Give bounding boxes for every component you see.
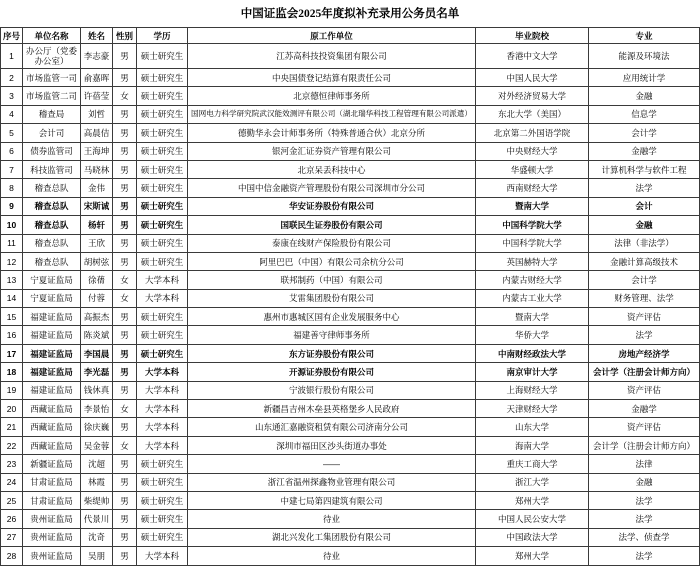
cell-unit-name: 新疆证监局 xyxy=(23,455,81,473)
cell-graduate-school: 中国科学院大学 xyxy=(476,216,589,234)
table-row xyxy=(1,308,700,326)
cell-graduate-school: 中南财经政法大学 xyxy=(476,344,589,362)
table-row xyxy=(1,510,700,528)
cell-person-name: 胡树弦 xyxy=(81,252,113,270)
cell-former-employer: 北京德恒律师事务所 xyxy=(188,87,476,105)
cell-education: 硕士研究生 xyxy=(137,234,188,252)
cell-former-employer: 宁波银行股份有限公司 xyxy=(188,381,476,399)
cell-major: 法律 xyxy=(589,455,700,473)
cell-gender: 男 xyxy=(113,160,137,178)
cell-person-name: 吴金蓉 xyxy=(81,436,113,454)
table-row xyxy=(1,363,700,381)
cell-graduate-school: 山东大学 xyxy=(476,418,589,436)
cell-major: 会计学（注册会计师方向） xyxy=(589,436,700,454)
cell-major: 金融 xyxy=(589,473,700,491)
cell-graduate-school: 北京第二外国语学院 xyxy=(476,124,589,142)
cell-row-number: 18 xyxy=(1,363,23,381)
cell-person-name: 陈炎斌 xyxy=(81,326,113,344)
cell-former-employer: 浙江省温州探鑫物业管理有限公司 xyxy=(188,473,476,491)
header-row xyxy=(1,28,700,44)
cell-major: 资产评估 xyxy=(589,381,700,399)
cell-major: 金融计算高级技术 xyxy=(589,252,700,270)
cell-major: 信息学 xyxy=(589,105,700,123)
cell-gender: 男 xyxy=(113,44,137,69)
cell-person-name: 杨轩 xyxy=(81,216,113,234)
cell-major: 法学 xyxy=(589,326,700,344)
cell-education: 硕士研究生 xyxy=(137,87,188,105)
table-row xyxy=(1,455,700,473)
cell-major: 计算机科学与软件工程 xyxy=(589,160,700,178)
cell-major: 会计学 xyxy=(589,124,700,142)
cell-former-employer: 东方证券股份有限公司 xyxy=(188,344,476,362)
cell-unit-name: 宁夏证监局 xyxy=(23,271,81,289)
cell-unit-name: 稽查总队 xyxy=(23,216,81,234)
cell-major: 财务管理、法学 xyxy=(589,289,700,307)
cell-graduate-school: 内蒙古财经大学 xyxy=(476,271,589,289)
cell-row-number: 23 xyxy=(1,455,23,473)
header-major: 专业 xyxy=(589,28,700,44)
table-body xyxy=(1,44,700,566)
header-person-name: 姓名 xyxy=(81,28,113,44)
cell-major: 房地产经济学 xyxy=(589,344,700,362)
cell-row-number: 21 xyxy=(1,418,23,436)
cell-unit-name: 福建证监局 xyxy=(23,308,81,326)
table-row xyxy=(1,216,700,234)
cell-unit-name: 宁夏证监局 xyxy=(23,289,81,307)
cell-education: 硕士研究生 xyxy=(137,344,188,362)
table-row xyxy=(1,528,700,546)
cell-row-number: 4 xyxy=(1,105,23,123)
cell-gender: 男 xyxy=(113,252,137,270)
cell-unit-name: 办公厅（党委办公室） xyxy=(23,44,81,69)
cell-person-name: 柴缇帅 xyxy=(81,491,113,509)
cell-graduate-school: 对外经济贸易大学 xyxy=(476,87,589,105)
cell-graduate-school: 海南大学 xyxy=(476,436,589,454)
cell-major: 金融 xyxy=(589,87,700,105)
cell-graduate-school: 郑州大学 xyxy=(476,547,589,565)
cell-row-number: 8 xyxy=(1,179,23,197)
cell-row-number: 27 xyxy=(1,528,23,546)
cell-graduate-school: 郑州大学 xyxy=(476,491,589,509)
cell-major: 金融学 xyxy=(589,142,700,160)
cell-gender: 男 xyxy=(113,216,137,234)
cell-former-employer: 湖北兴发化工集团股份有限公司 xyxy=(188,528,476,546)
cell-unit-name: 稽查总队 xyxy=(23,179,81,197)
cell-major: 法学、侦查学 xyxy=(589,528,700,546)
cell-unit-name: 稽查总队 xyxy=(23,197,81,215)
cell-graduate-school: 中国人民公安大学 xyxy=(476,510,589,528)
cell-gender: 男 xyxy=(113,124,137,142)
cell-education: 硕士研究生 xyxy=(137,142,188,160)
cell-former-employer: 德勤华永会计师事务所（特殊普通合伙）北京分所 xyxy=(188,124,476,142)
table-row xyxy=(1,234,700,252)
table-row xyxy=(1,87,700,105)
cell-education: 硕士研究生 xyxy=(137,252,188,270)
cell-gender: 男 xyxy=(113,326,137,344)
cell-education: 大学本科 xyxy=(137,400,188,418)
cell-gender: 男 xyxy=(113,197,137,215)
cell-former-employer: 新疆昌吉州木垒县英格堡乡人民政府 xyxy=(188,400,476,418)
cell-row-number: 19 xyxy=(1,381,23,399)
table-row xyxy=(1,547,700,565)
cell-gender: 男 xyxy=(113,547,137,565)
cell-graduate-school: 华盛顿大学 xyxy=(476,160,589,178)
cell-former-employer: 惠州市惠城区国有企业发展服务中心 xyxy=(188,308,476,326)
cell-person-name: 吴朋 xyxy=(81,547,113,565)
cell-person-name: 代景川 xyxy=(81,510,113,528)
cell-unit-name: 市场监管一司 xyxy=(23,69,81,87)
cell-gender: 女 xyxy=(113,436,137,454)
cell-unit-name: 稽查总队 xyxy=(23,234,81,252)
cell-education: 大学本科 xyxy=(137,289,188,307)
cell-row-number: 25 xyxy=(1,491,23,509)
cell-unit-name: 西藏证监局 xyxy=(23,418,81,436)
header-row-number: 序号 xyxy=(1,28,23,44)
cell-unit-name: 稽查局 xyxy=(23,105,81,123)
cell-row-number: 13 xyxy=(1,271,23,289)
cell-major: 法学 xyxy=(589,179,700,197)
cell-education: 大学本科 xyxy=(137,436,188,454)
cell-unit-name: 西藏证监局 xyxy=(23,436,81,454)
table-row xyxy=(1,142,700,160)
cell-gender: 男 xyxy=(113,179,137,197)
table-row xyxy=(1,400,700,418)
candidate-list-table xyxy=(0,27,700,566)
cell-major: 会计 xyxy=(589,197,700,215)
cell-gender: 女 xyxy=(113,271,137,289)
cell-graduate-school: 上海财经大学 xyxy=(476,381,589,399)
cell-former-employer: 中国中信金融资产管理股份有限公司深圳市分公司 xyxy=(188,179,476,197)
cell-graduate-school: 中央财经大学 xyxy=(476,142,589,160)
cell-education: 大学本科 xyxy=(137,271,188,289)
cell-row-number: 5 xyxy=(1,124,23,142)
table-row xyxy=(1,69,700,87)
cell-unit-name: 贵州证监局 xyxy=(23,528,81,546)
table-row xyxy=(1,160,700,178)
cell-education: 硕士研究生 xyxy=(137,179,188,197)
cell-gender: 女 xyxy=(113,400,137,418)
cell-unit-name: 西藏证监局 xyxy=(23,400,81,418)
cell-former-employer: 银河金汇证券资产管理有限公司 xyxy=(188,142,476,160)
cell-graduate-school: 内蒙古工业大学 xyxy=(476,289,589,307)
cell-graduate-school: 英国赫特大学 xyxy=(476,252,589,270)
cell-former-employer: 福建善守律师事务所 xyxy=(188,326,476,344)
cell-row-number: 24 xyxy=(1,473,23,491)
table-row xyxy=(1,436,700,454)
cell-row-number: 3 xyxy=(1,87,23,105)
cell-education: 硕士研究生 xyxy=(137,69,188,87)
cell-graduate-school: 中国人民大学 xyxy=(476,69,589,87)
table-row xyxy=(1,271,700,289)
cell-row-number: 11 xyxy=(1,234,23,252)
cell-graduate-school: 重庆工商大学 xyxy=(476,455,589,473)
cell-former-employer: 国联民生证券股份有限公司 xyxy=(188,216,476,234)
cell-unit-name: 福建证监局 xyxy=(23,363,81,381)
cell-unit-name: 稽查总队 xyxy=(23,252,81,270)
cell-person-name: 金伟 xyxy=(81,179,113,197)
cell-gender: 男 xyxy=(113,455,137,473)
table-row xyxy=(1,418,700,436)
table-row xyxy=(1,326,700,344)
table-row xyxy=(1,473,700,491)
cell-former-employer: 中央国债登记结算有限责任公司 xyxy=(188,69,476,87)
cell-former-employer: —— xyxy=(188,455,476,473)
cell-gender: 男 xyxy=(113,528,137,546)
table-row xyxy=(1,344,700,362)
cell-education: 大学本科 xyxy=(137,547,188,565)
cell-education: 硕士研究生 xyxy=(137,197,188,215)
cell-education: 硕士研究生 xyxy=(137,473,188,491)
cell-former-employer: 待业 xyxy=(188,547,476,565)
cell-row-number: 26 xyxy=(1,510,23,528)
cell-major: 金融 xyxy=(589,216,700,234)
cell-graduate-school: 香港中文大学 xyxy=(476,44,589,69)
cell-unit-name: 科技监管司 xyxy=(23,160,81,178)
cell-education: 大学本科 xyxy=(137,363,188,381)
cell-education: 硕士研究生 xyxy=(137,160,188,178)
cell-row-number: 14 xyxy=(1,289,23,307)
table-row xyxy=(1,491,700,509)
cell-graduate-school: 中国政法大学 xyxy=(476,528,589,546)
cell-unit-name: 福建证监局 xyxy=(23,326,81,344)
cell-graduate-school: 浙江大学 xyxy=(476,473,589,491)
cell-education: 硕士研究生 xyxy=(137,455,188,473)
cell-major: 法学 xyxy=(589,491,700,509)
header-gender: 性别 xyxy=(113,28,137,44)
cell-person-name: 徐庆巍 xyxy=(81,418,113,436)
table-row xyxy=(1,252,700,270)
cell-gender: 男 xyxy=(113,344,137,362)
cell-education: 硕士研究生 xyxy=(137,491,188,509)
cell-person-name: 王欣 xyxy=(81,234,113,252)
cell-row-number: 17 xyxy=(1,344,23,362)
cell-major: 金融学 xyxy=(589,400,700,418)
cell-graduate-school: 西南财经大学 xyxy=(476,179,589,197)
cell-graduate-school: 暨南大学 xyxy=(476,197,589,215)
table-row xyxy=(1,179,700,197)
cell-row-number: 1 xyxy=(1,44,23,69)
cell-unit-name: 会计司 xyxy=(23,124,81,142)
document-title: 中国证监会2025年度拟补充录用公务员名单 xyxy=(240,8,460,20)
cell-graduate-school: 暨南大学 xyxy=(476,308,589,326)
cell-former-employer: 国网电力科学研究院武汉能效测评有限公司（湖北瑞华科技工程管理有限公司派遣） xyxy=(188,105,476,123)
header-education: 学历 xyxy=(137,28,188,44)
cell-row-number: 16 xyxy=(1,326,23,344)
cell-person-name: 王海坤 xyxy=(81,142,113,160)
cell-former-employer: 山东通汇嘉融资租赁有限公司济南分公司 xyxy=(188,418,476,436)
table-row xyxy=(1,44,700,69)
cell-person-name: 林霞 xyxy=(81,473,113,491)
cell-major: 能源及环境法 xyxy=(589,44,700,69)
cell-person-name: 高振杰 xyxy=(81,308,113,326)
header-graduate-school: 毕业院校 xyxy=(476,28,589,44)
cell-former-employer: 深圳市福田区沙头街道办事处 xyxy=(188,436,476,454)
cell-major: 资产评估 xyxy=(589,308,700,326)
cell-gender: 女 xyxy=(113,87,137,105)
cell-major: 应用统计学 xyxy=(589,69,700,87)
cell-person-name: 李景怡 xyxy=(81,400,113,418)
cell-row-number: 7 xyxy=(1,160,23,178)
cell-person-name: 高晨佶 xyxy=(81,124,113,142)
cell-row-number: 6 xyxy=(1,142,23,160)
cell-major: 资产评估 xyxy=(589,418,700,436)
cell-person-name: 钱休真 xyxy=(81,381,113,399)
cell-gender: 男 xyxy=(113,234,137,252)
cell-person-name: 沈超 xyxy=(81,455,113,473)
cell-gender: 男 xyxy=(113,308,137,326)
cell-gender: 男 xyxy=(113,105,137,123)
cell-education: 硕士研究生 xyxy=(137,326,188,344)
cell-former-employer: 阿里巴巴（中国）有限公司余杭分公司 xyxy=(188,252,476,270)
header-unit-name: 单位名称 xyxy=(23,28,81,44)
cell-unit-name: 贵州证监局 xyxy=(23,547,81,565)
cell-former-employer: 联邦制药（中国）有限公司 xyxy=(188,271,476,289)
cell-person-name: 沈奇 xyxy=(81,528,113,546)
cell-education: 硕士研究生 xyxy=(137,124,188,142)
cell-person-name: 俞嘉晖 xyxy=(81,69,113,87)
cell-major: 法学 xyxy=(589,547,700,565)
cell-major: 会计学（注册会计师方向） xyxy=(589,363,700,381)
cell-row-number: 15 xyxy=(1,308,23,326)
cell-gender: 男 xyxy=(113,491,137,509)
cell-education: 硕士研究生 xyxy=(137,510,188,528)
table-row xyxy=(1,381,700,399)
cell-gender: 男 xyxy=(113,363,137,381)
cell-row-number: 20 xyxy=(1,400,23,418)
cell-person-name: 徐蒨 xyxy=(81,271,113,289)
cell-row-number: 12 xyxy=(1,252,23,270)
cell-gender: 男 xyxy=(113,69,137,87)
cell-person-name: 李志豪 xyxy=(81,44,113,69)
cell-row-number: 2 xyxy=(1,69,23,87)
cell-former-employer: 待业 xyxy=(188,510,476,528)
cell-row-number: 9 xyxy=(1,197,23,215)
cell-graduate-school: 南京审计大学 xyxy=(476,363,589,381)
cell-education: 大学本科 xyxy=(137,418,188,436)
cell-gender: 男 xyxy=(113,142,137,160)
cell-education: 硕士研究生 xyxy=(137,528,188,546)
table-row xyxy=(1,124,700,142)
cell-education: 硕士研究生 xyxy=(137,216,188,234)
table-row xyxy=(1,105,700,123)
cell-major: 法律（非法学） xyxy=(589,234,700,252)
cell-row-number: 22 xyxy=(1,436,23,454)
cell-gender: 男 xyxy=(113,473,137,491)
cell-graduate-school: 东北大学（美国） xyxy=(476,105,589,123)
cell-person-name: 刘哲 xyxy=(81,105,113,123)
cell-gender: 男 xyxy=(113,381,137,399)
cell-person-name: 付蓉 xyxy=(81,289,113,307)
cell-former-employer: 北京呆丢科技中心 xyxy=(188,160,476,178)
cell-person-name: 李国晨 xyxy=(81,344,113,362)
table-row xyxy=(1,197,700,215)
cell-gender: 男 xyxy=(113,418,137,436)
cell-former-employer: 艾雷集团股份有限公司 xyxy=(188,289,476,307)
cell-education: 大学本科 xyxy=(137,381,188,399)
cell-unit-name: 贵州证监局 xyxy=(23,510,81,528)
cell-person-name: 马晓林 xyxy=(81,160,113,178)
cell-person-name: 宋斯诚 xyxy=(81,197,113,215)
cell-former-employer: 中建七局第四建筑有限公司 xyxy=(188,491,476,509)
cell-education: 硕士研究生 xyxy=(137,105,188,123)
header-former-employer: 原工作单位 xyxy=(188,28,476,44)
cell-unit-name: 甘肃证监局 xyxy=(23,491,81,509)
cell-unit-name: 市场监管二司 xyxy=(23,87,81,105)
cell-unit-name: 债券监管司 xyxy=(23,142,81,160)
cell-gender: 女 xyxy=(113,289,137,307)
cell-gender: 男 xyxy=(113,510,137,528)
cell-major: 法学 xyxy=(589,510,700,528)
cell-unit-name: 甘肃证监局 xyxy=(23,473,81,491)
cell-graduate-school: 华侨大学 xyxy=(476,326,589,344)
cell-unit-name: 福建证监局 xyxy=(23,344,81,362)
table-header xyxy=(1,28,700,44)
table-row xyxy=(1,289,700,307)
cell-unit-name: 福建证监局 xyxy=(23,381,81,399)
cell-former-employer: 开源证券股份有限公司 xyxy=(188,363,476,381)
cell-row-number: 28 xyxy=(1,547,23,565)
cell-education: 硕士研究生 xyxy=(137,308,188,326)
cell-person-name: 许蓓莹 xyxy=(81,87,113,105)
cell-graduate-school: 中国科学院大学 xyxy=(476,234,589,252)
cell-person-name: 李光磊 xyxy=(81,363,113,381)
cell-graduate-school: 天津财经大学 xyxy=(476,400,589,418)
cell-major: 会计学 xyxy=(589,271,700,289)
cell-row-number: 10 xyxy=(1,216,23,234)
cell-former-employer: 泰康在线财产保险股份有限公司 xyxy=(188,234,476,252)
cell-former-employer: 江苏高科技投资集团有限公司 xyxy=(188,44,476,69)
cell-education: 硕士研究生 xyxy=(137,44,188,69)
cell-former-employer: 华安证券股份有限公司 xyxy=(188,197,476,215)
